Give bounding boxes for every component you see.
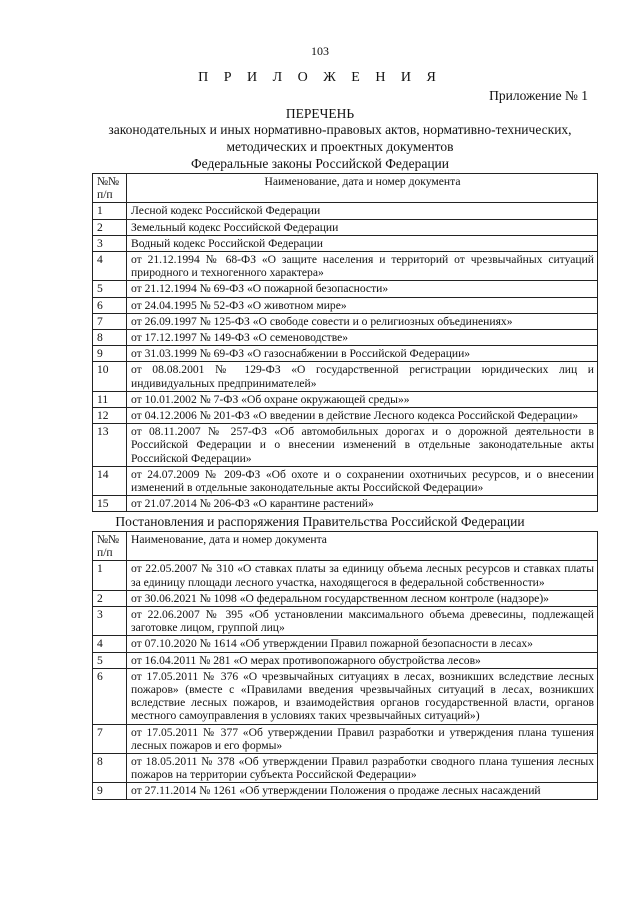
appendix-number: Приложение № 1 — [489, 88, 588, 103]
row-number: 3 — [93, 607, 127, 636]
document-name: от 31.03.1999 № 69-ФЗ «О газоснабжении в Российской Федерации» — [127, 346, 598, 362]
document-name: от 22.06.2007 № 395 «Об установлении максимального объема древесины, подлежащей заготовке лицом, группой лиц» — [127, 607, 598, 636]
header-name: Наименование, дата и номер документа — [127, 174, 598, 203]
table-row — [93, 783, 598, 799]
table-row — [93, 391, 598, 407]
table-row — [93, 408, 598, 424]
row-number: 5 — [93, 281, 127, 297]
table-row — [93, 636, 598, 652]
page-number: 103 — [311, 44, 329, 58]
document-name: от 21.07.2014 № 206-ФЗ «О карантине растений» — [127, 496, 598, 512]
list-title: ПЕРЕЧЕНЬ — [285, 106, 355, 121]
document-name: Лесной кодекс Российской Федерации — [127, 203, 598, 219]
table-row — [93, 424, 598, 467]
document-name: от 18.05.2011 № 378 «Об утверждении Правил разработки сводного плана тушения лесных пожаров на территории субъекта Российской Федерации» — [127, 754, 598, 783]
table-row — [93, 235, 598, 251]
table-row — [93, 219, 598, 235]
row-number: 11 — [93, 391, 127, 407]
government-decrees-table — [92, 531, 598, 800]
row-number: 14 — [93, 466, 127, 495]
row-number: 5 — [93, 652, 127, 668]
table-row — [93, 330, 598, 346]
document-name: от 21.12.1994 № 69-ФЗ «О пожарной безопасности» — [127, 281, 598, 297]
row-number: 9 — [93, 346, 127, 362]
table-header-row — [93, 174, 598, 203]
row-number: 2 — [93, 219, 127, 235]
table-row — [93, 607, 598, 636]
table-row — [93, 590, 598, 606]
document-name: от 17.05.2011 № 376 «О чрезвычайных ситуациях в лесах, возникших вследствие лесных пожаров» (вместе с «Правилами введения чрезвычайных ситуаций в лесах, возникших вследствие лесных пожаров, и взаимодействия органов государственной власти, органов местного самоуправления в условиях таких чрезвычайных ситуаций») — [127, 668, 598, 724]
row-number: 7 — [93, 724, 127, 753]
document-name: от 27.11.2014 № 1261 «Об утверждении Положения о продаже лесных насаждений — [127, 783, 598, 799]
row-number: 2 — [93, 590, 127, 606]
document-name: от 08.08.2001 № 129-ФЗ «О государственной регистрации юридических лиц и индивидуальных предпринимателей» — [127, 362, 598, 391]
table-row — [93, 724, 598, 753]
table-row — [93, 346, 598, 362]
document-name: от 08.11.2007 № 257-ФЗ «Об автомобильных дорогах и о дорожной деятельности в Российской Федерации и о внесении изменений в отдельные законодательные акты Российской Федерации» — [127, 424, 598, 467]
document-name: от 24.04.1995 № 52-ФЗ «О животном мире» — [127, 297, 598, 313]
section-title-federal-laws: Федеральные законы Российской Федерации — [190, 156, 450, 171]
row-number: 6 — [93, 297, 127, 313]
list-subtitle: законодательных и иных нормативно-правовых актов, нормативно-технических, методических и проектных документов — [108, 122, 572, 154]
row-number: 3 — [93, 235, 127, 251]
document-name: от 30.06.2021 № 1098 «О федеральном государственном лесном контроле (надзоре)» — [127, 590, 598, 606]
document-name: от 24.07.2009 № 209-ФЗ «Об охоте и о сохранении охотничьих ресурсов, и о внесении изменений в отдельные законодательные акты Российской Федерации» — [127, 466, 598, 495]
row-number: 4 — [93, 636, 127, 652]
table-header-row — [93, 532, 598, 561]
row-number: 13 — [93, 424, 127, 467]
document-name: от 17.05.2011 № 377 «Об утверждении Правил разработки и утверждения плана тушения лесных пожаров и его формы» — [127, 724, 598, 753]
table-row — [93, 496, 598, 512]
section-title-government-decrees: Постановления и распоряжения Правительства Российской Федерации — [115, 514, 525, 529]
document-name: Водный кодекс Российской Федерации — [127, 235, 598, 251]
row-number: 7 — [93, 313, 127, 329]
table-row — [93, 754, 598, 783]
appendices-heading: П Р И Л О Ж Е Н И Я — [198, 70, 442, 85]
row-number: 9 — [93, 783, 127, 799]
row-number: 10 — [93, 362, 127, 391]
table-row — [93, 668, 598, 724]
header-name: Наименование, дата и номер документа — [127, 532, 598, 561]
document-name: от 10.01.2002 № 7-ФЗ «Об охране окружающей среды»» — [127, 391, 598, 407]
document-name: Земельный кодекс Российской Федерации — [127, 219, 598, 235]
row-number: 1 — [93, 561, 127, 590]
document-name: от 16.04.2011 № 281 «О мерах противопожарного обустройства лесов» — [127, 652, 598, 668]
table-row — [93, 281, 598, 297]
document-name: от 26.09.1997 № 125-ФЗ «О свободе совести и о религиозных объединениях» — [127, 313, 598, 329]
federal-laws-table — [92, 173, 598, 512]
row-number: 8 — [93, 754, 127, 783]
table-row — [93, 466, 598, 495]
row-number: 15 — [93, 496, 127, 512]
header-num: №№ п/п — [93, 174, 127, 203]
row-number: 12 — [93, 408, 127, 424]
document-name: от 04.12.2006 № 201-ФЗ «О введении в действие Лесного кодекса Российской Федерации» — [127, 408, 598, 424]
document-name: от 17.12.1997 № 149-ФЗ «О семеноводстве» — [127, 330, 598, 346]
document-name: от 21.12.1994 № 68-ФЗ «О защите населения и территорий от чрезвычайных ситуаций природного и техногенного характера» — [127, 252, 598, 281]
document-name: от 07.10.2020 № 1614 «Об утверждении Правил пожарной безопасности в лесах» — [127, 636, 598, 652]
header-num: №№ п/п — [93, 532, 127, 561]
row-number: 6 — [93, 668, 127, 724]
table-row — [93, 652, 598, 668]
table-row — [93, 362, 598, 391]
row-number: 1 — [93, 203, 127, 219]
table-row — [93, 203, 598, 219]
table-row — [93, 561, 598, 590]
row-number: 4 — [93, 252, 127, 281]
table-row — [93, 313, 598, 329]
table-row — [93, 252, 598, 281]
document-name: от 22.05.2007 № 310 «О ставках платы за единицу объема лесных ресурсов и ставках платы за единицу площади лесного участка, находящегося в федеральной собственности» — [127, 561, 598, 590]
table-row — [93, 297, 598, 313]
row-number: 8 — [93, 330, 127, 346]
